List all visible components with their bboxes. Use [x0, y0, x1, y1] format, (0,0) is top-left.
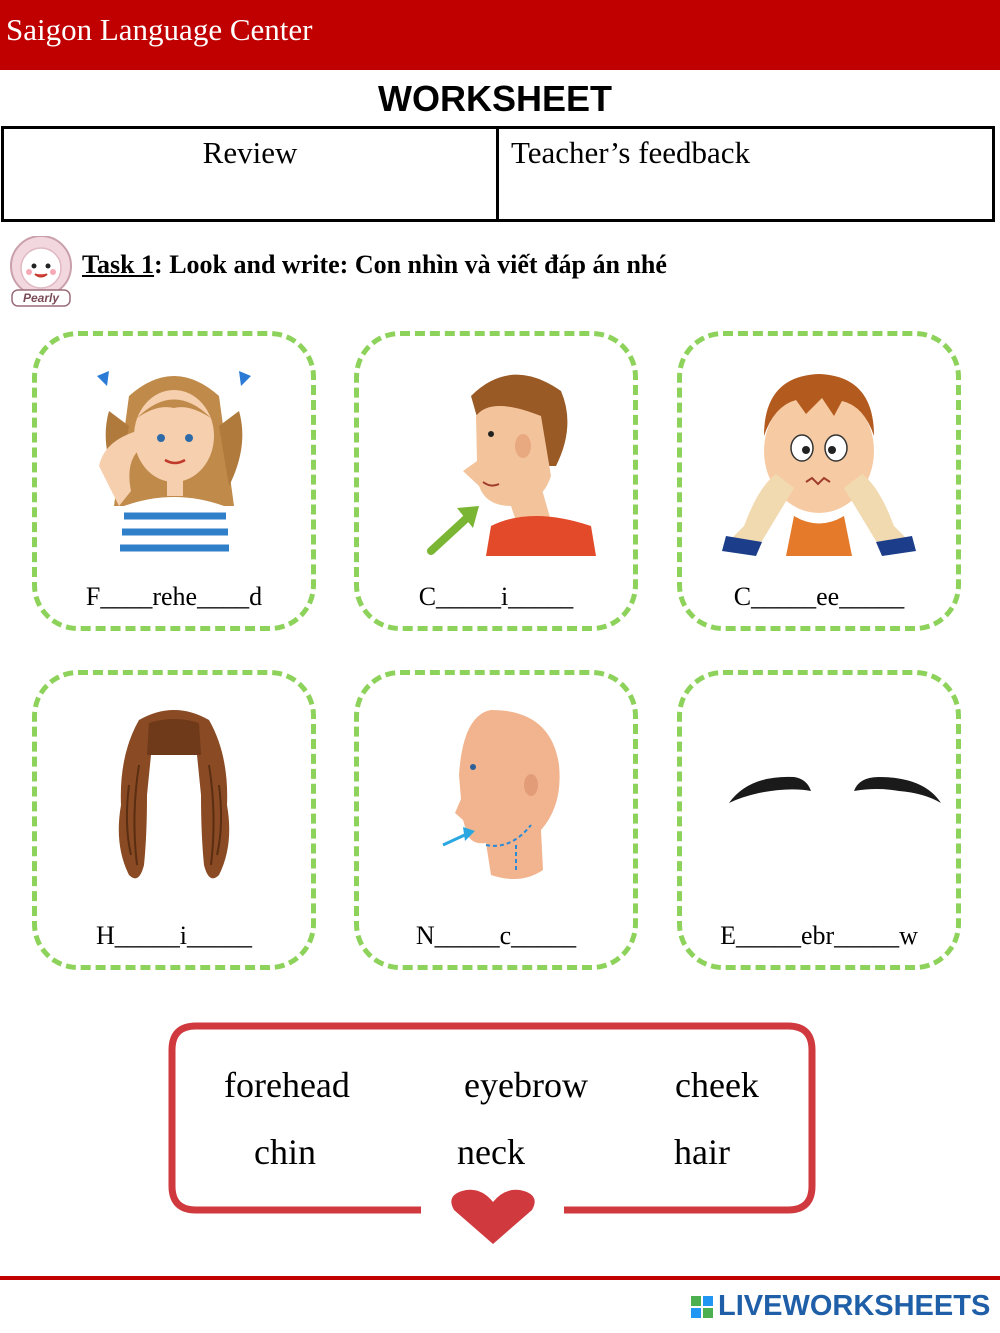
hair-icon: [69, 695, 279, 905]
picture-card: [32, 670, 316, 970]
school-name: Saigon Language Center: [6, 12, 313, 47]
word-blank-text: E_____ebr_____w: [720, 921, 918, 950]
liveworksheets-brand: [690, 1290, 990, 1323]
picture-card: [32, 331, 316, 631]
brand-name: LIVEWORKSHEETS: [718, 1290, 991, 1322]
svg-text:Pearly: Pearly: [22, 291, 60, 305]
word-bank-item: neck: [457, 1132, 525, 1172]
word-bank-frame: [166, 1020, 818, 1216]
teacher-feedback-cell: Teacher’s feedback: [511, 135, 751, 170]
picture-card: [677, 670, 961, 970]
word-bank-item: forehead: [224, 1065, 350, 1105]
picture-card: [354, 331, 638, 631]
word-blank-text: C_____ee_____: [733, 582, 905, 611]
picture-card: [677, 331, 961, 631]
heart-icon: [448, 1188, 538, 1246]
word-bank-item: hair: [674, 1132, 730, 1172]
task-instruction: [82, 250, 667, 280]
word-bank-item: cheek: [675, 1065, 759, 1105]
review-cell: Review: [4, 129, 499, 219]
task-text: : Look and write: Con nhìn và viết đáp án nhé: [154, 250, 667, 279]
footer-divider: [0, 1276, 1000, 1280]
eyebrow-icon: [704, 695, 944, 905]
chin-icon: [391, 356, 601, 566]
picture-card: [354, 670, 638, 970]
girl-forehead-icon: [69, 356, 279, 566]
cheek-icon: [714, 356, 924, 566]
word-blank-text: H_____i_____: [96, 921, 252, 950]
word-blank-text: N_____c_____: [415, 921, 577, 950]
neck-icon: [391, 695, 601, 905]
task-label: Task 1: [82, 250, 155, 279]
pearly-mascot-icon: [4, 236, 78, 308]
word-blank-text: F____rehe____d: [85, 582, 263, 611]
header-bar: [0, 0, 1000, 70]
word-bank-item: eyebrow: [464, 1065, 588, 1105]
word-bank-item: chin: [254, 1132, 316, 1172]
review-feedback-table: [1, 126, 995, 222]
liveworksheets-logo-icon: [690, 1295, 714, 1319]
word-blank-text: C_____i_____: [418, 582, 574, 611]
worksheet-title: WORKSHEET: [378, 78, 612, 119]
